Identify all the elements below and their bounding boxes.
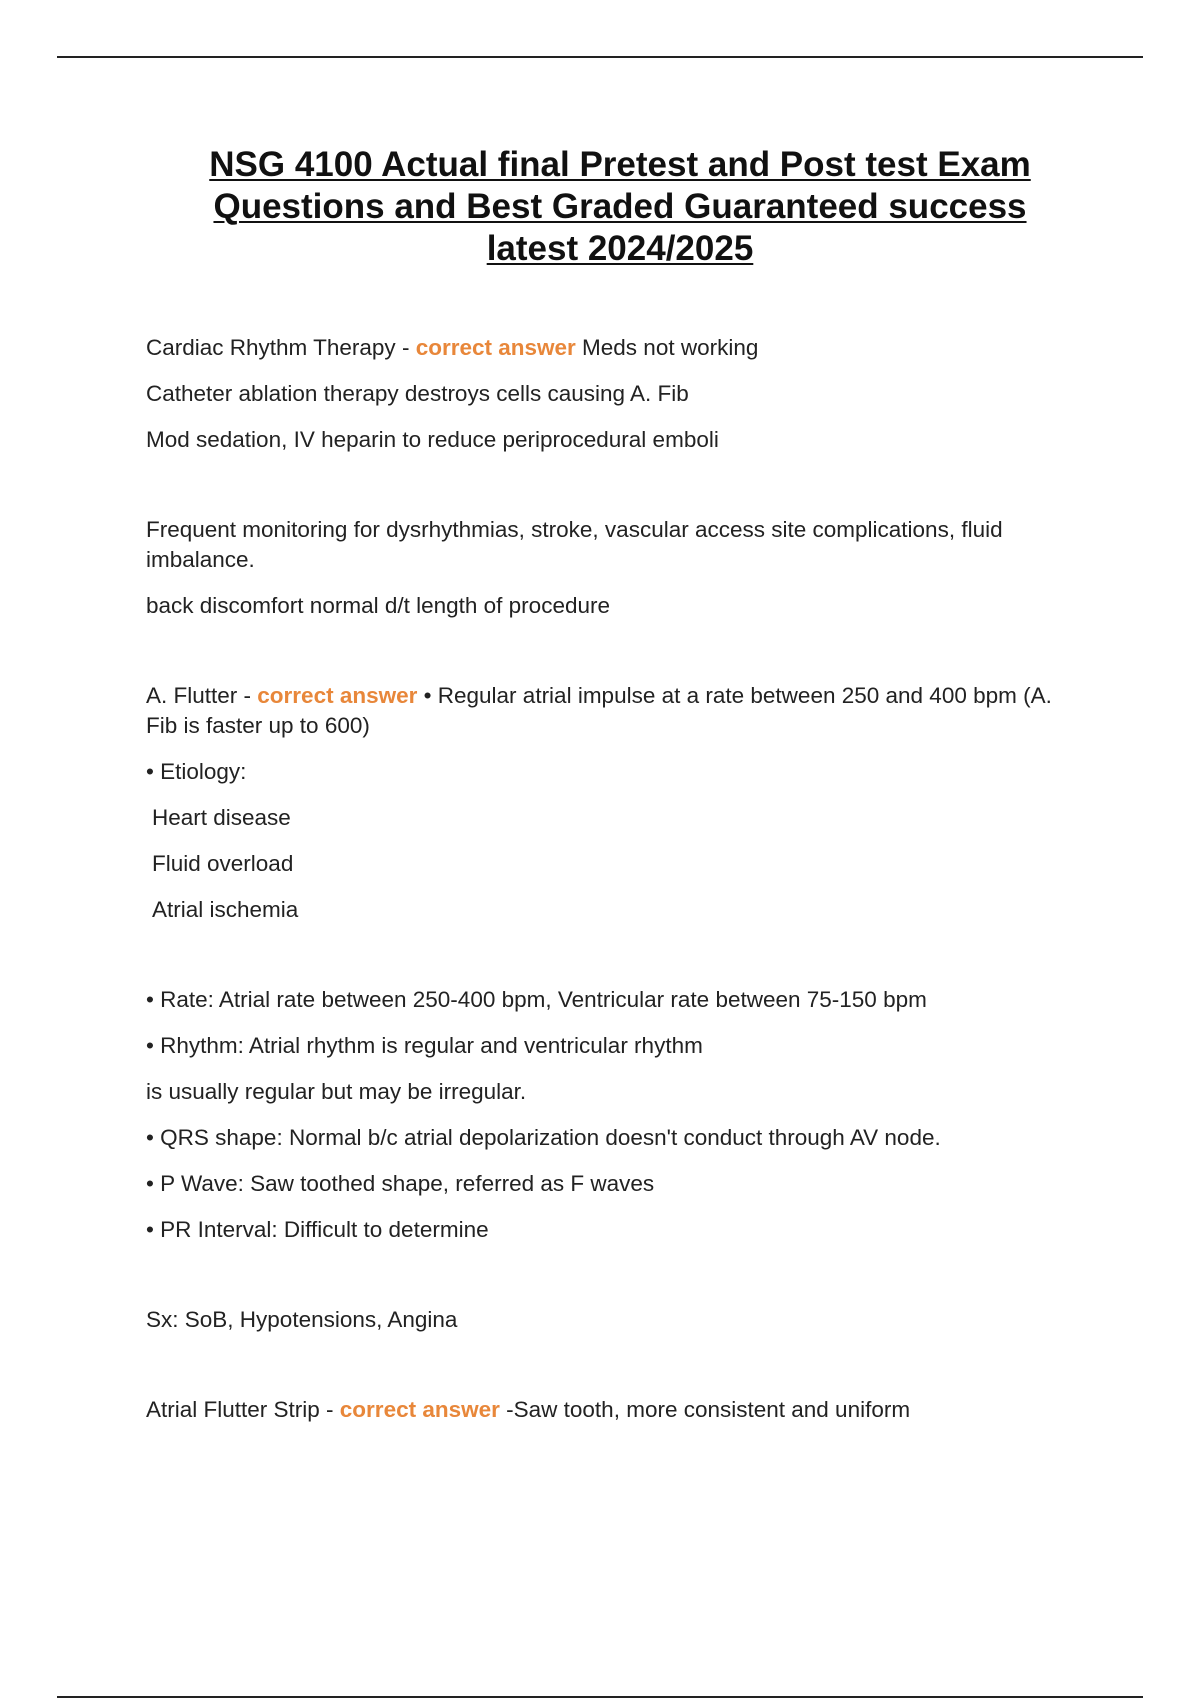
spacer (146, 941, 1086, 985)
answer-text: • Regular atrial impulse at a rate between 250 and 400 bpm (A. Fib is faster up to 600) (146, 683, 1052, 738)
etiology-label: • Etiology: (146, 759, 247, 784)
document-title (150, 144, 1090, 270)
etiology-item: Heart disease (152, 805, 291, 830)
detail-line: • PR Interval: Difficult to determine (146, 1217, 489, 1242)
title-line-1: NSG 4100 Actual final Pretest and Post test Exam (209, 145, 1031, 184)
document-body (146, 333, 1086, 1441)
answer-line: Frequent monitoring for dysrhythmias, stroke, vascular access site complications, fluid imbalance. (146, 517, 1003, 572)
correct-answer-label: correct answer (339, 1397, 500, 1422)
question-term: Cardiac Rhythm Therapy - (146, 335, 416, 360)
spacer (146, 1351, 1086, 1395)
detail-line: • Rhythm: Atrial rhythm is regular and ventricular rhythm (146, 1033, 703, 1058)
spacer (146, 637, 1086, 681)
spacer (146, 471, 1086, 515)
detail-line: is usually regular but may be irregular. (146, 1079, 527, 1104)
detail-line: • QRS shape: Normal b/c atrial depolarization doesn't conduct through AV node. (146, 1125, 941, 1150)
qa-atrial-flutter-strip (146, 1395, 1086, 1425)
answer-line: Catheter ablation therapy destroys cells causing A. Fib (146, 381, 689, 406)
answer-text: -Saw tooth, more consistent and uniform (499, 1397, 911, 1422)
spacer (146, 1261, 1086, 1305)
top-rule (57, 56, 1143, 58)
answer-line: Mod sedation, IV heparin to reduce periprocedural emboli (146, 427, 719, 452)
qa-cardiac-rhythm-therapy (146, 333, 1086, 363)
question-term: A. Flutter - (146, 683, 258, 708)
title-line-2: Questions and Best Graded Guaranteed success (213, 187, 1027, 226)
correct-answer-label: correct answer (415, 335, 576, 360)
answer-text: Meds not working (575, 335, 759, 360)
bottom-rule (57, 1696, 1143, 1698)
detail-line: • Rate: Atrial rate between 250-400 bpm, Ventricular rate between 75-150 bpm (146, 987, 927, 1012)
answer-line: back discomfort normal d/t length of procedure (146, 593, 610, 618)
title-line-3: latest 2024/2025 (486, 229, 754, 268)
etiology-item: Atrial ischemia (152, 897, 299, 922)
etiology-item: Fluid overload (152, 851, 294, 876)
qa-a-flutter (146, 681, 1086, 741)
correct-answer-label: correct answer (257, 683, 418, 708)
question-term: Atrial Flutter Strip - (146, 1397, 340, 1422)
detail-line: • P Wave: Saw toothed shape, referred as F waves (146, 1171, 655, 1196)
symptoms-line: Sx: SoB, Hypotensions, Angina (146, 1307, 458, 1332)
